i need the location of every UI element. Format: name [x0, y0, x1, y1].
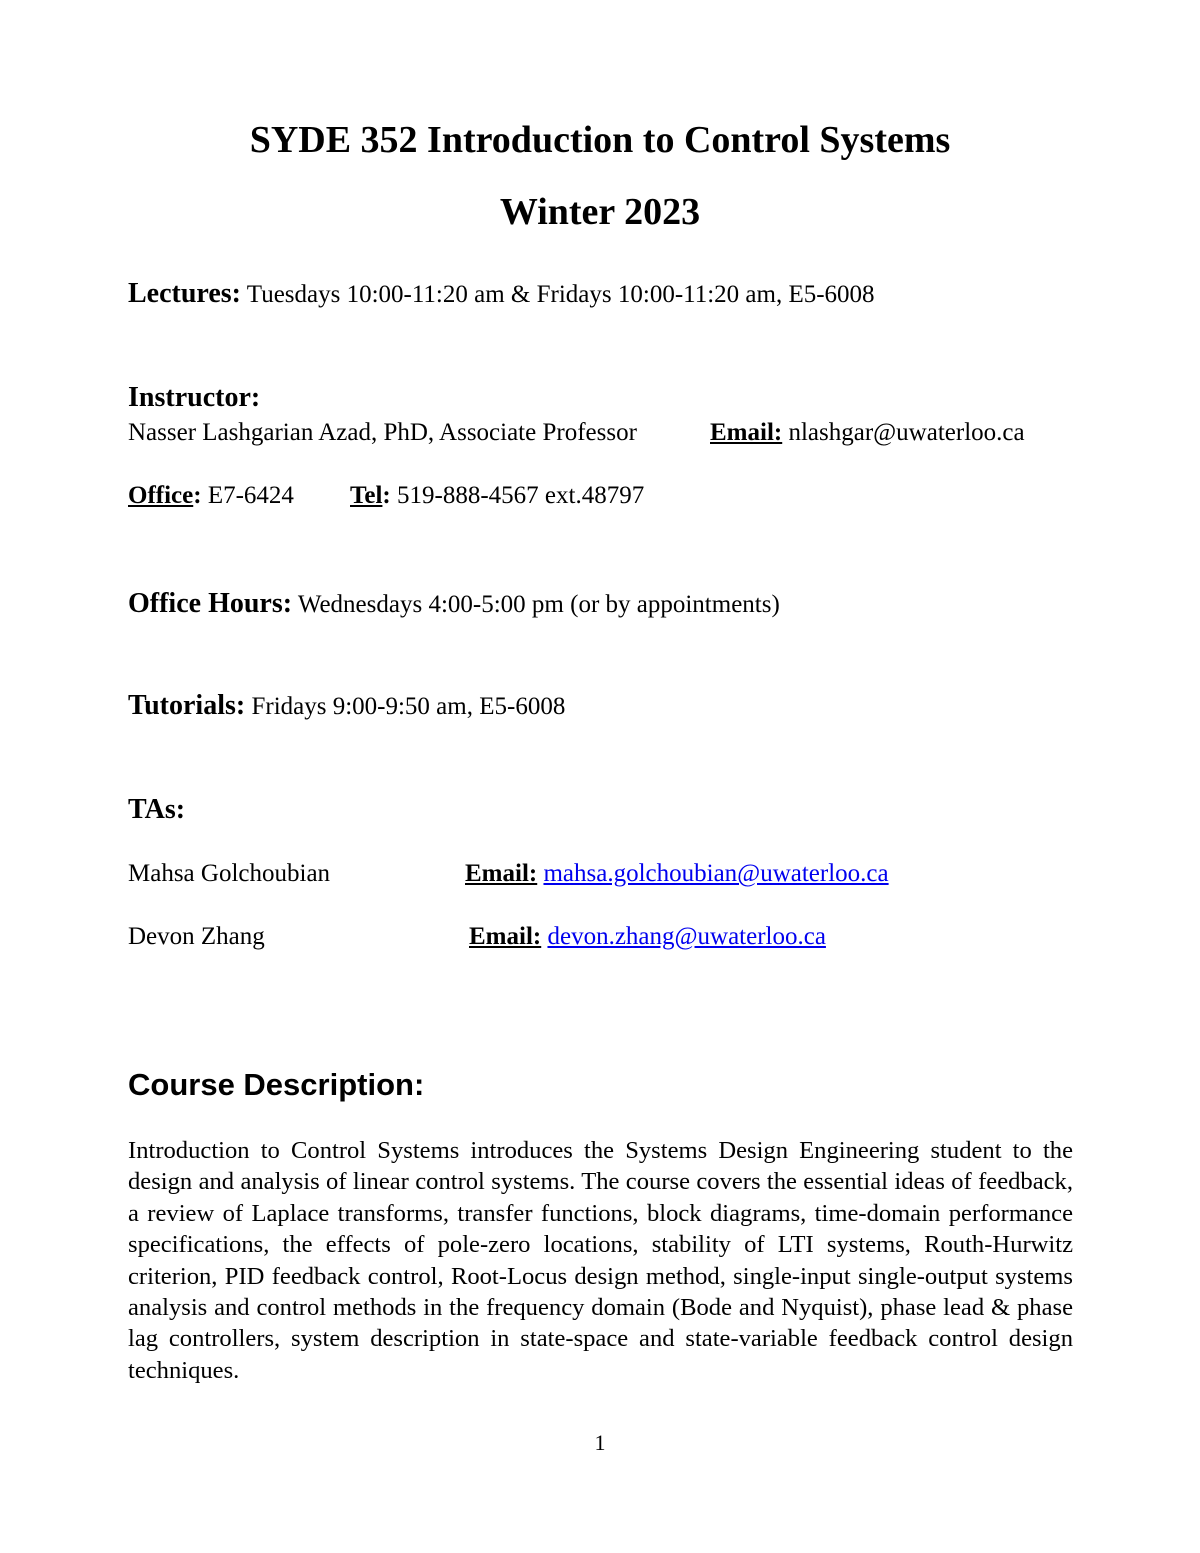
office-colon: :: [193, 482, 202, 509]
tel-label: Tel: [350, 482, 383, 509]
term-title: Winter 2023: [499, 191, 701, 233]
tutorials-label: Tutorials:: [128, 690, 246, 721]
instructor-name: Nasser Lashgarian Azad, PhD, Associate Professor: [128, 419, 637, 446]
office-label: Office: [128, 482, 194, 509]
instructor-label: Instructor:: [128, 382, 261, 413]
office-hours-label: Office Hours:: [128, 588, 293, 619]
lectures-line: [128, 278, 875, 310]
course-description-text: Introduction to Control Systems introduces the Systems Design Engineering student to the design and analysis of linear control systems. The course covers the essential ideas of feedback, a review of Laplace transforms, transfer functions, block diagrams, time-domain performance specifications, the effects of pole-zero locations, stability of LTI systems, Routh-Hurwitz criterion, PID feedback control, Root-Locus design method, single-input single-output systems analysis and control methods in the frequency domain (Bode and Nyquist), phase lead & phase lag controllers, system description in state-space and state-variable feedback control design techniques.: [128, 1137, 1073, 1384]
ta-email-link[interactable]: devon.zhang@uwaterloo.ca: [547, 923, 826, 950]
office-hours-line: [128, 588, 780, 620]
page-number: 1: [594, 1430, 606, 1455]
tutorials-line: [128, 690, 565, 722]
tel-colon: :: [382, 482, 391, 509]
course-description-heading: Course Description:: [128, 1067, 425, 1102]
ta-email-line: [465, 860, 889, 888]
tel-value: 519-888-4567 ext.48797: [390, 482, 645, 509]
instructor-email-label: Email:: [710, 419, 783, 446]
lectures-label: Lectures:: [128, 278, 241, 309]
instructor-email-line: [710, 419, 1025, 447]
office-hours-value: Wednesdays 4:00-5:00 pm (or by appointments): [292, 591, 780, 618]
office-value: E7-6424: [201, 482, 294, 509]
ta-email-link[interactable]: mahsa.golchoubian@uwaterloo.ca: [543, 860, 889, 887]
lectures-value: Tuesdays 10:00-11:20 am & Fridays 10:00-11:20 am, E5-6008: [241, 281, 875, 308]
ta-email-label: Email:: [465, 860, 538, 887]
ta-email-line: [469, 923, 826, 951]
tel-line: [350, 482, 644, 510]
office-line: [128, 482, 294, 510]
ta-name: Mahsa Golchoubian: [128, 860, 331, 887]
ta-name: Devon Zhang: [128, 923, 265, 950]
ta-email-label: Email:: [469, 923, 542, 950]
tas-label: TAs:: [128, 794, 186, 825]
instructor-email: nlashgar@uwaterloo.ca: [782, 419, 1025, 446]
course-title: SYDE 352 Introduction to Control Systems: [249, 119, 951, 161]
tutorials-value: Fridays 9:00-9:50 am, E5-6008: [245, 693, 566, 720]
